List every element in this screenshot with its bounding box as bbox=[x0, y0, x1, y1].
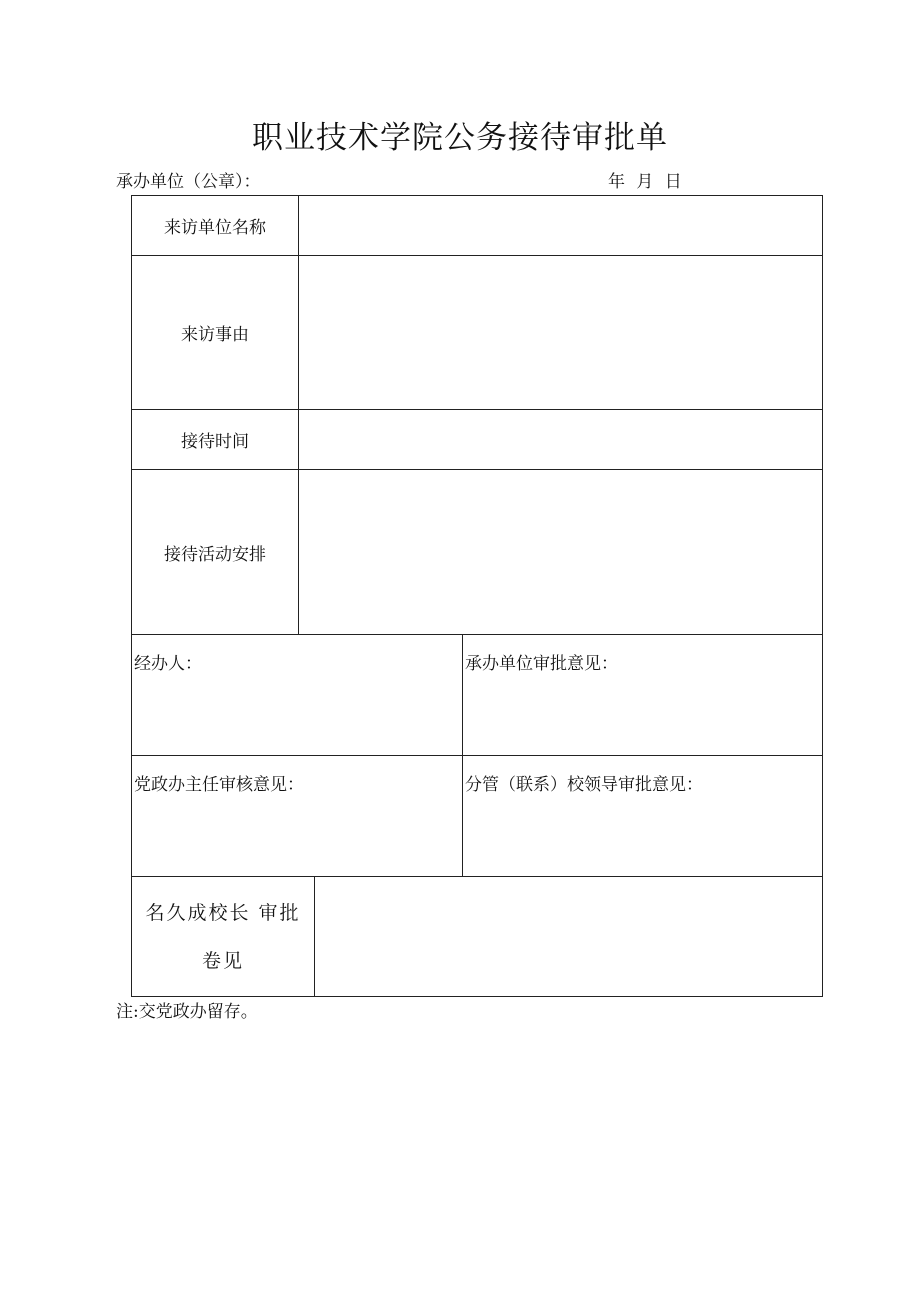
visitor-org-row bbox=[132, 196, 823, 256]
reception-time-field[interactable] bbox=[299, 410, 823, 470]
visit-reason-field[interactable] bbox=[299, 256, 823, 410]
president-opinion-label-line1: 名久成校长 审批 bbox=[145, 901, 301, 924]
date-label: 年 月 日 bbox=[608, 172, 682, 192]
visit-reason-label: 来访事由 bbox=[132, 256, 299, 410]
visitor-org-field[interactable] bbox=[299, 196, 823, 256]
host-unit-opinion-field[interactable] bbox=[463, 635, 823, 756]
leader-opinion-field[interactable] bbox=[463, 756, 823, 877]
host-unit-opinion-label: 承办单位审批意见： bbox=[465, 654, 618, 674]
activity-arrangement-label: 接待活动安排 bbox=[132, 470, 299, 635]
president-opinion-label bbox=[132, 877, 315, 997]
handler-label: 经办人： bbox=[134, 654, 202, 674]
activity-arrangement-row bbox=[132, 470, 823, 635]
page-title: 职业技术学院公务接待审批单 bbox=[252, 120, 668, 156]
approval-form-table bbox=[131, 195, 823, 997]
office-director-opinion-label: 党政办主任审核意见： bbox=[134, 775, 304, 795]
footnote: 注:交党政办留存。 bbox=[116, 1002, 258, 1022]
visitor-org-label: 来访单位名称 bbox=[132, 196, 299, 256]
president-opinion-field[interactable] bbox=[315, 877, 823, 997]
handler-row bbox=[132, 635, 823, 756]
activity-arrangement-field[interactable] bbox=[299, 470, 823, 635]
host-unit-seal-label: 承办单位（公章）： bbox=[116, 172, 261, 192]
visit-reason-row bbox=[132, 256, 823, 410]
president-opinion-label-line2: 卷见 bbox=[201, 949, 244, 972]
president-opinion-row bbox=[132, 877, 823, 997]
handler-field[interactable] bbox=[132, 635, 463, 756]
reception-time-label: 接待时间 bbox=[132, 410, 299, 470]
opinion-row bbox=[132, 756, 823, 877]
office-director-opinion-field[interactable] bbox=[132, 756, 463, 877]
reception-time-row bbox=[132, 410, 823, 470]
leader-opinion-label: 分管（联系）校领导审批意见： bbox=[465, 775, 703, 795]
